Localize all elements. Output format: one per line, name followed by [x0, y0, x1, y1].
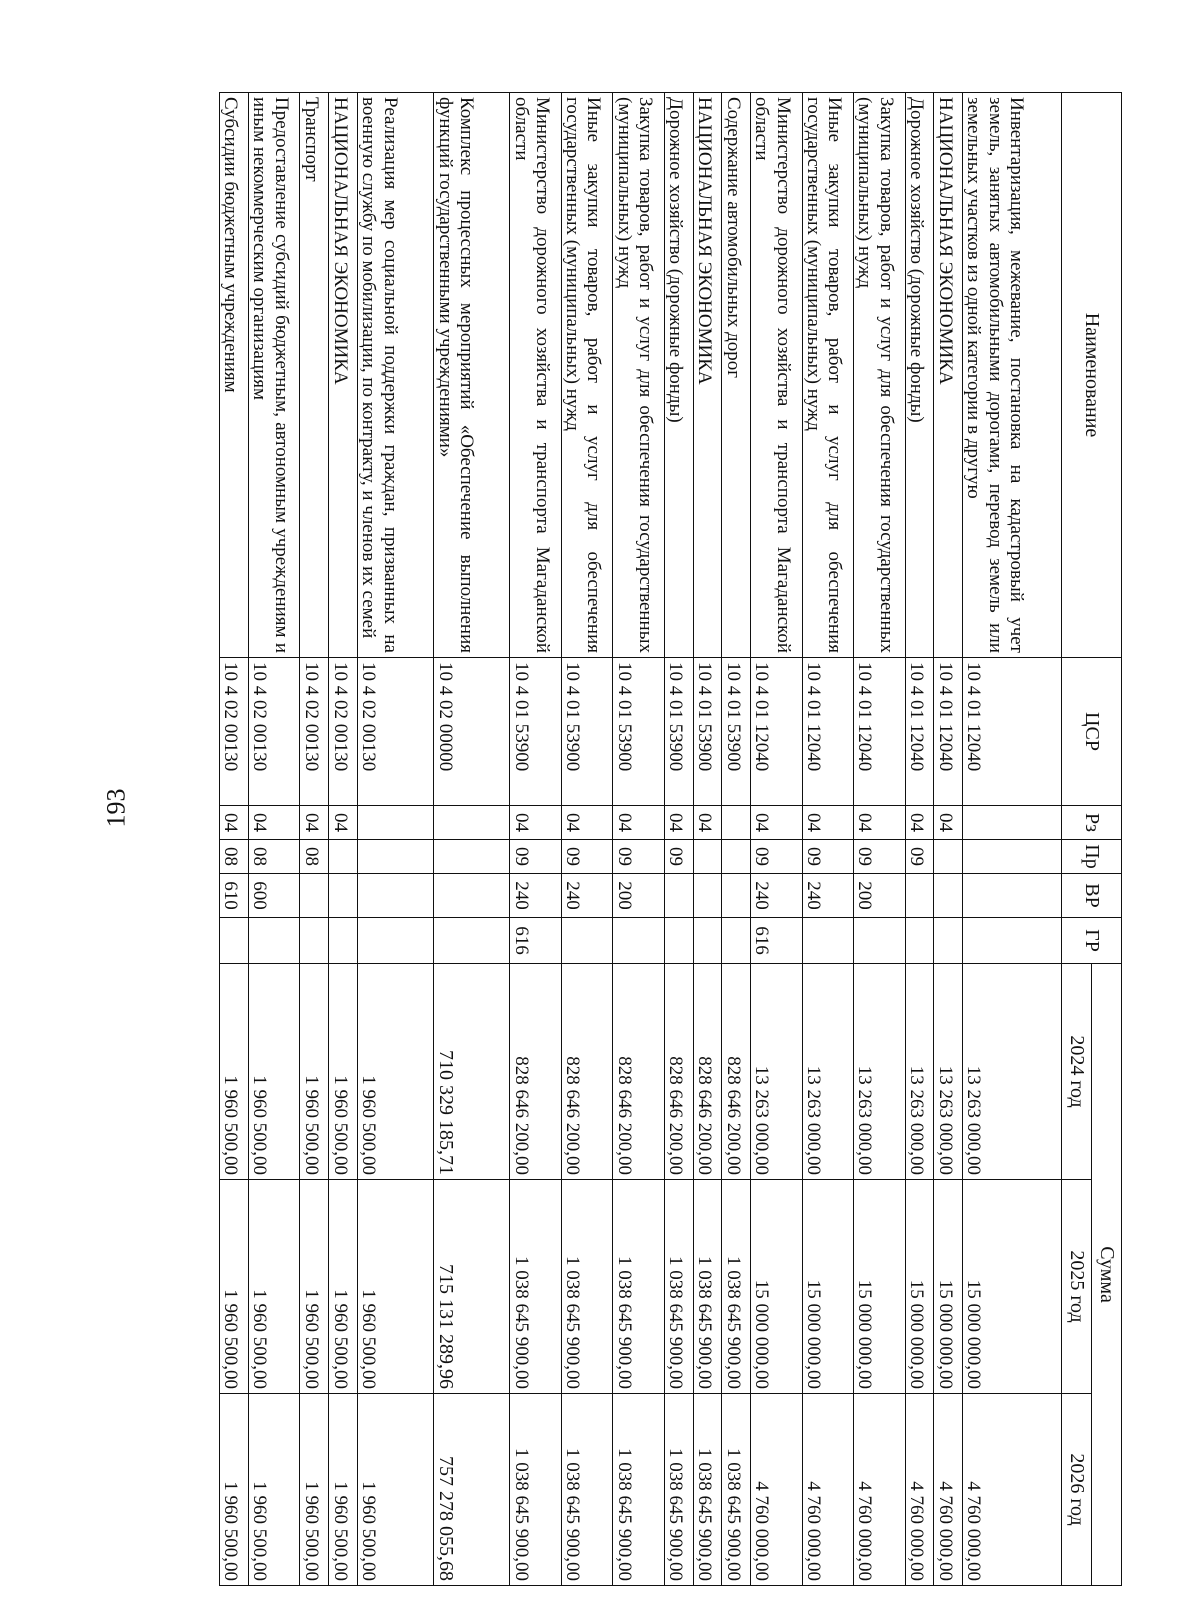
cell-y2024: 1 960 500,00 — [358, 964, 434, 1180]
table-row — [751, 93, 802, 1586]
cell-rz: 04 — [510, 806, 561, 840]
table-row — [854, 93, 905, 1586]
header-gr: ГР — [1062, 918, 1122, 964]
cell-csr: 10 4 02 00000 — [434, 658, 510, 806]
rotated-table-container — [219, 92, 1122, 1585]
header-pr: Пр — [1062, 840, 1122, 874]
cell-y2026: 4 760 000,00 — [963, 1394, 1062, 1586]
cell-pr — [434, 840, 510, 874]
cell-pr — [329, 840, 358, 874]
cell-rz: 04 — [802, 806, 853, 840]
header-vr: ВР — [1062, 874, 1122, 918]
header-csr: ЦСР — [1062, 658, 1122, 806]
cell-name: НАЦИОНАЛЬНАЯ ЭКОНОМИКА — [934, 93, 963, 658]
table-row — [613, 93, 664, 1586]
cell-y2025: 1 038 645 900,00 — [693, 1180, 722, 1394]
cell-vr — [934, 874, 963, 918]
cell-csr: 10 4 01 12040 — [963, 658, 1062, 806]
cell-rz: 04 — [751, 806, 802, 840]
cell-csr: 10 4 01 53900 — [722, 658, 751, 806]
table-row — [905, 93, 934, 1586]
cell-pr — [722, 840, 751, 874]
cell-y2026: 4 760 000,00 — [905, 1394, 934, 1586]
cell-y2024: 13 263 000,00 — [802, 964, 853, 1180]
cell-y2024: 828 646 200,00 — [510, 964, 561, 1180]
table-body — [220, 93, 1062, 1586]
cell-y2025: 1 960 500,00 — [329, 1180, 358, 1394]
cell-vr: 240 — [751, 874, 802, 918]
cell-y2025: 1 038 645 900,00 — [664, 1180, 693, 1394]
cell-name: Иные закупки товаров, работ и услуг для обеспечения государственных (муниципальных) нужд — [802, 93, 853, 658]
cell-rz — [358, 806, 434, 840]
cell-rz: 04 — [329, 806, 358, 840]
cell-y2026: 1 038 645 900,00 — [561, 1394, 612, 1586]
cell-y2026: 1 038 645 900,00 — [510, 1394, 561, 1586]
table-row — [434, 93, 510, 1586]
cell-name: НАЦИОНАЛЬНАЯ ЭКОНОМИКА — [329, 93, 358, 658]
cell-gr — [300, 918, 329, 964]
cell-y2026: 1 038 645 900,00 — [693, 1394, 722, 1586]
cell-name: Министерство дорожного хозяйства и транспорта Магаданской области — [751, 93, 802, 658]
cell-rz — [434, 806, 510, 840]
cell-csr: 10 4 01 53900 — [664, 658, 693, 806]
cell-gr — [434, 918, 510, 964]
cell-rz: 04 — [854, 806, 905, 840]
cell-vr — [434, 874, 510, 918]
cell-name: Закупка товаров, работ и услуг для обеспечения государственных (муниципальных) нужд — [854, 93, 905, 658]
table-row — [300, 93, 329, 1586]
cell-vr — [664, 874, 693, 918]
cell-csr: 10 4 01 12040 — [751, 658, 802, 806]
header-rz: Рз — [1062, 806, 1122, 840]
cell-csr: 10 4 02 00130 — [220, 658, 249, 806]
cell-y2026: 1 960 500,00 — [329, 1394, 358, 1586]
cell-csr: 10 4 01 53900 — [561, 658, 612, 806]
cell-vr — [905, 874, 934, 918]
cell-csr: 10 4 02 00130 — [249, 658, 300, 806]
cell-y2024: 13 263 000,00 — [905, 964, 934, 1180]
cell-y2025: 15 000 000,00 — [963, 1180, 1062, 1394]
cell-rz — [963, 806, 1062, 840]
cell-vr: 240 — [561, 874, 612, 918]
cell-name: Содержание автомобильных дорог — [722, 93, 751, 658]
cell-rz: 04 — [693, 806, 722, 840]
cell-y2025: 1 038 645 900,00 — [510, 1180, 561, 1394]
cell-pr: 09 — [561, 840, 612, 874]
table-row — [510, 93, 561, 1586]
cell-gr — [664, 918, 693, 964]
cell-vr — [358, 874, 434, 918]
cell-csr: 10 4 01 12040 — [905, 658, 934, 806]
cell-gr — [854, 918, 905, 964]
table-row — [249, 93, 300, 1586]
cell-gr — [722, 918, 751, 964]
table-row — [664, 93, 693, 1586]
cell-vr: 240 — [802, 874, 853, 918]
cell-gr — [220, 918, 249, 964]
header-2026: 2026 год — [1062, 1394, 1092, 1586]
cell-gr: 616 — [510, 918, 561, 964]
cell-gr — [963, 918, 1062, 964]
page-number-wrap — [96, 0, 136, 1615]
budget-table — [219, 92, 1122, 1586]
table-row — [693, 93, 722, 1586]
table-row — [358, 93, 434, 1586]
cell-rz: 04 — [613, 806, 664, 840]
cell-name: Дорожное хозяйство (дорожные фонды) — [664, 93, 693, 658]
cell-pr — [358, 840, 434, 874]
cell-name: Транспорт — [300, 93, 329, 658]
cell-y2026: 4 760 000,00 — [751, 1394, 802, 1586]
cell-y2025: 1 960 500,00 — [220, 1180, 249, 1394]
cell-vr — [329, 874, 358, 918]
cell-vr: 200 — [613, 874, 664, 918]
cell-y2026: 1 960 500,00 — [220, 1394, 249, 1586]
cell-csr: 10 4 01 12040 — [802, 658, 853, 806]
cell-name: Иные закупки товаров, работ и услуг для обеспечения государственных (муниципальных) нужд — [561, 93, 612, 658]
cell-y2025: 15 000 000,00 — [802, 1180, 853, 1394]
cell-rz: 04 — [664, 806, 693, 840]
cell-y2026: 1 960 500,00 — [249, 1394, 300, 1586]
cell-name: Предоставление субсидий бюджетным, автономным учреждениям и иным некоммерческим организациям — [249, 93, 300, 658]
cell-vr — [722, 874, 751, 918]
cell-y2026: 4 760 000,00 — [934, 1394, 963, 1586]
cell-vr — [300, 874, 329, 918]
table-row — [722, 93, 751, 1586]
cell-pr: 08 — [300, 840, 329, 874]
cell-csr: 10 4 01 12040 — [934, 658, 963, 806]
cell-y2024: 13 263 000,00 — [963, 964, 1062, 1180]
cell-y2026: 1 960 500,00 — [358, 1394, 434, 1586]
cell-gr — [329, 918, 358, 964]
cell-y2024: 13 263 000,00 — [751, 964, 802, 1180]
cell-name: Реализация мер социальной поддержки граждан, призванных на военную службу по мобилизации, по контракту, и членов их семей — [358, 93, 434, 658]
cell-y2026: 4 760 000,00 — [854, 1394, 905, 1586]
cell-gr — [249, 918, 300, 964]
cell-y2024: 828 646 200,00 — [722, 964, 751, 1180]
cell-y2026: 1 960 500,00 — [300, 1394, 329, 1586]
cell-y2026: 1 038 645 900,00 — [613, 1394, 664, 1586]
cell-rz: 04 — [220, 806, 249, 840]
cell-pr — [963, 840, 1062, 874]
cell-rz — [722, 806, 751, 840]
cell-y2024: 13 263 000,00 — [854, 964, 905, 1180]
cell-csr: 10 4 02 00130 — [300, 658, 329, 806]
cell-name: Министерство дорожного хозяйства и транспорта Магаданской области — [510, 93, 561, 658]
cell-name: Закупка товаров, работ и услуг для обеспечения государственных (муниципальных) нужд — [613, 93, 664, 658]
cell-csr: 10 4 02 00130 — [358, 658, 434, 806]
table-row — [802, 93, 853, 1586]
cell-y2025: 1 960 500,00 — [300, 1180, 329, 1394]
cell-y2024: 710 329 185,71 — [434, 964, 510, 1180]
cell-rz: 04 — [561, 806, 612, 840]
table-row — [963, 93, 1062, 1586]
cell-pr — [693, 840, 722, 874]
cell-y2024: 13 263 000,00 — [934, 964, 963, 1180]
cell-name: Дорожное хозяйство (дорожные фонды) — [905, 93, 934, 658]
cell-gr — [693, 918, 722, 964]
cell-y2025: 715 131 289,96 — [434, 1180, 510, 1394]
cell-y2025: 1 960 500,00 — [358, 1180, 434, 1394]
cell-csr: 10 4 01 12040 — [854, 658, 905, 806]
cell-pr: 09 — [802, 840, 853, 874]
cell-csr: 10 4 01 53900 — [510, 658, 561, 806]
table-header — [1062, 93, 1122, 1586]
cell-y2025: 1 038 645 900,00 — [561, 1180, 612, 1394]
header-2024: 2024 год — [1062, 964, 1092, 1180]
cell-y2026: 1 038 645 900,00 — [722, 1394, 751, 1586]
cell-gr — [613, 918, 664, 964]
cell-y2025: 1 960 500,00 — [249, 1180, 300, 1394]
cell-rz: 04 — [905, 806, 934, 840]
cell-y2024: 828 646 200,00 — [561, 964, 612, 1180]
header-2025: 2025 год — [1062, 1180, 1092, 1394]
cell-y2026: 4 760 000,00 — [802, 1394, 853, 1586]
page-number: 193 — [101, 788, 130, 827]
cell-gr — [934, 918, 963, 964]
cell-pr: 08 — [220, 840, 249, 874]
cell-vr: 610 — [220, 874, 249, 918]
cell-vr — [693, 874, 722, 918]
table-row — [934, 93, 963, 1586]
cell-gr: 616 — [751, 918, 802, 964]
cell-vr: 240 — [510, 874, 561, 918]
cell-csr: 10 4 01 53900 — [613, 658, 664, 806]
cell-vr: 200 — [854, 874, 905, 918]
cell-y2025: 15 000 000,00 — [751, 1180, 802, 1394]
cell-rz: 04 — [300, 806, 329, 840]
cell-csr: 10 4 01 53900 — [693, 658, 722, 806]
cell-y2024: 1 960 500,00 — [220, 964, 249, 1180]
cell-y2025: 15 000 000,00 — [854, 1180, 905, 1394]
cell-pr: 09 — [510, 840, 561, 874]
header-name: Наименование — [1062, 93, 1122, 658]
table-row — [329, 93, 358, 1586]
cell-y2024: 828 646 200,00 — [693, 964, 722, 1180]
table-row — [561, 93, 612, 1586]
cell-rz: 04 — [934, 806, 963, 840]
cell-y2025: 15 000 000,00 — [934, 1180, 963, 1394]
cell-y2026: 757 278 055,68 — [434, 1394, 510, 1586]
cell-gr — [905, 918, 934, 964]
cell-y2025: 15 000 000,00 — [905, 1180, 934, 1394]
cell-pr — [934, 840, 963, 874]
cell-pr: 09 — [751, 840, 802, 874]
cell-y2024: 1 960 500,00 — [329, 964, 358, 1180]
cell-name: Субсидии бюджетным учреждениям — [220, 93, 249, 658]
cell-name: Инвентаризация, межевание, постановка на кадастровый учет земель, занятых автомобильными дорогами, перевод земель или земельных участков из одной категории в другую — [963, 93, 1062, 658]
cell-name: НАЦИОНАЛЬНАЯ ЭКОНОМИКА — [693, 93, 722, 658]
table-row — [220, 93, 249, 1586]
cell-gr — [561, 918, 612, 964]
cell-rz: 04 — [249, 806, 300, 840]
cell-pr: 08 — [249, 840, 300, 874]
cell-y2025: 1 038 645 900,00 — [613, 1180, 664, 1394]
cell-csr: 10 4 02 00130 — [329, 658, 358, 806]
cell-y2024: 828 646 200,00 — [664, 964, 693, 1180]
cell-vr: 600 — [249, 874, 300, 918]
cell-y2024: 1 960 500,00 — [249, 964, 300, 1180]
cell-pr: 09 — [905, 840, 934, 874]
cell-pr: 09 — [664, 840, 693, 874]
cell-gr — [802, 918, 853, 964]
cell-gr — [358, 918, 434, 964]
cell-vr — [963, 874, 1062, 918]
cell-name: Комплекс процессных мероприятий «Обеспечение выполнения функций государственными учреждениями» — [434, 93, 510, 658]
cell-y2024: 1 960 500,00 — [300, 964, 329, 1180]
cell-y2025: 1 038 645 900,00 — [722, 1180, 751, 1394]
cell-pr: 09 — [613, 840, 664, 874]
cell-y2026: 1 038 645 900,00 — [664, 1394, 693, 1586]
header-sum: Сумма — [1092, 964, 1122, 1586]
cell-pr: 09 — [854, 840, 905, 874]
cell-y2024: 828 646 200,00 — [613, 964, 664, 1180]
